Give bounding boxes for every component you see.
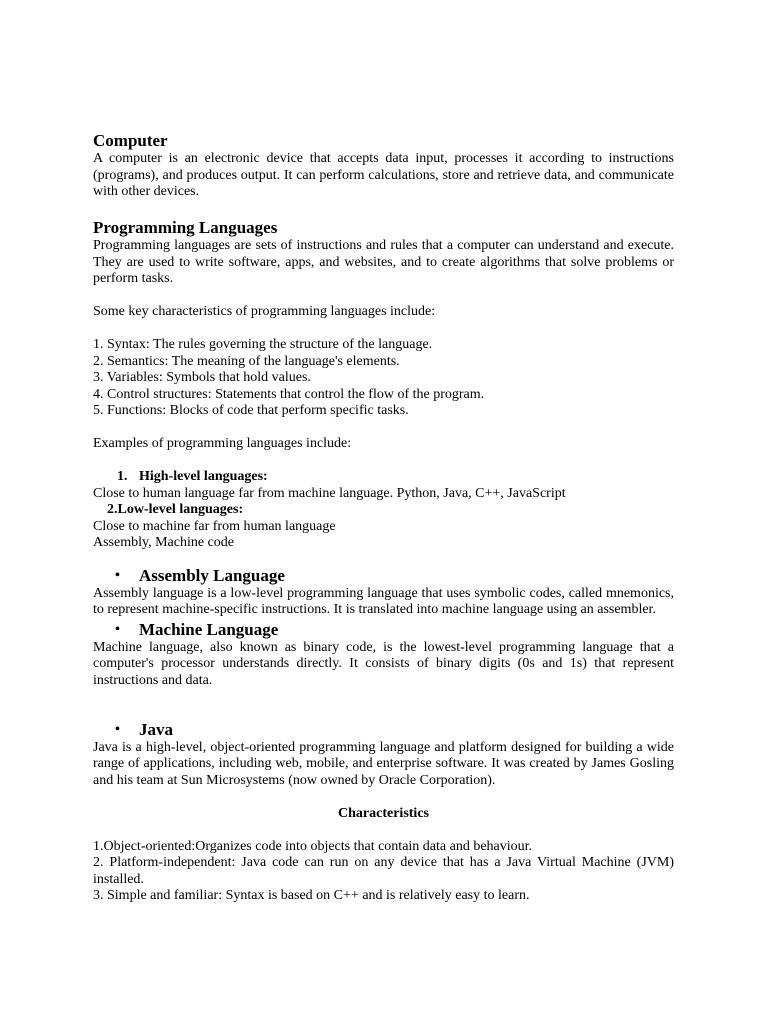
high-level-label	[93, 469, 674, 486]
machine-title: Machine Language	[139, 619, 279, 639]
java-characteristic-item: 2. Platform-independent: Java code can run on any device that has a Java Virtual Machine (JVM) installed.	[93, 855, 674, 887]
assembly-paragraph: Assembly language is a low-level programming language that uses symbolic codes, called mnemonics, to represent machine-specific instructions. It is translated into machine language using an assembler.	[93, 585, 674, 617]
list-item: 3. Variables: Symbols that hold values.	[93, 370, 311, 385]
bullet-icon: •	[115, 721, 120, 737]
java-characteristic-item: 1.Object-oriented:Organizes code into objects that contain data and behaviour.	[93, 838, 533, 854]
assembly-title: Assembly Language	[139, 565, 285, 585]
characteristics-intro: Some key characteristics of programming languages include:	[93, 304, 436, 319]
java-title: Java	[139, 719, 173, 739]
low-level-examples: Assembly, Machine code	[93, 535, 234, 550]
machine-heading	[93, 619, 674, 640]
computer-heading: Computer	[93, 131, 168, 150]
java-characteristic-item: 3. Simple and familiar: Syntax is based on C++ and is relatively easy to learn.	[93, 888, 530, 903]
java-characteristics-heading: Characteristics	[338, 805, 429, 821]
high-level-title: High-level languages:	[139, 469, 268, 484]
bullet-icon: •	[115, 621, 120, 637]
machine-paragraph: Machine language, also known as binary code, is the lowest-level programming language that a computer's processor understands directly. It consists of binary digits (0s and 1s) that represent instructions and data.	[93, 639, 674, 688]
high-level-number: 1.	[117, 469, 128, 484]
java-paragraph: Java is a high-level, object-oriented programming language and platform designed for building a wide range of applications, including web, mobile, and enterprise software. It was created by James Gosling and his team at Sun Microsystems (now owned by Oracle Corporation).	[93, 739, 674, 788]
computer-paragraph: A computer is an electronic device that accepts data input, processes it according to instructions (programs), and produces output. It can perform calculations, store and retrieve data, and communicate with other devices.	[93, 151, 674, 199]
list-item: 4. Control structures: Statements that control the flow of the program.	[93, 386, 485, 402]
characteristics-list	[93, 337, 674, 420]
java-heading	[93, 719, 674, 740]
document-page	[93, 130, 674, 905]
list-item: 5. Functions: Blocks of code that perform specific tasks.	[93, 403, 409, 418]
examples-intro: Examples of programming languages include:	[93, 436, 352, 451]
list-item: 1. Syntax: The rules governing the structure of the language.	[93, 337, 433, 352]
low-level-description: Close to machine far from human language	[93, 518, 336, 534]
programming-heading: Programming Languages	[93, 218, 278, 237]
list-item: 2. Semantics: The meaning of the language's elements.	[93, 353, 400, 369]
high-level-description: Close to human language far from machine language. Python, Java, C++, JavaScript	[93, 485, 566, 501]
bullet-icon: •	[115, 567, 120, 583]
low-level-label: 2.Low-level languages:	[107, 502, 244, 517]
assembly-heading	[93, 565, 674, 586]
programming-paragraph: Programming languages are sets of instructions and rules that a computer can understand and execute. They are used to write software, apps, and websites, and to create algorithms that solve problems or perform tasks.	[93, 238, 674, 286]
